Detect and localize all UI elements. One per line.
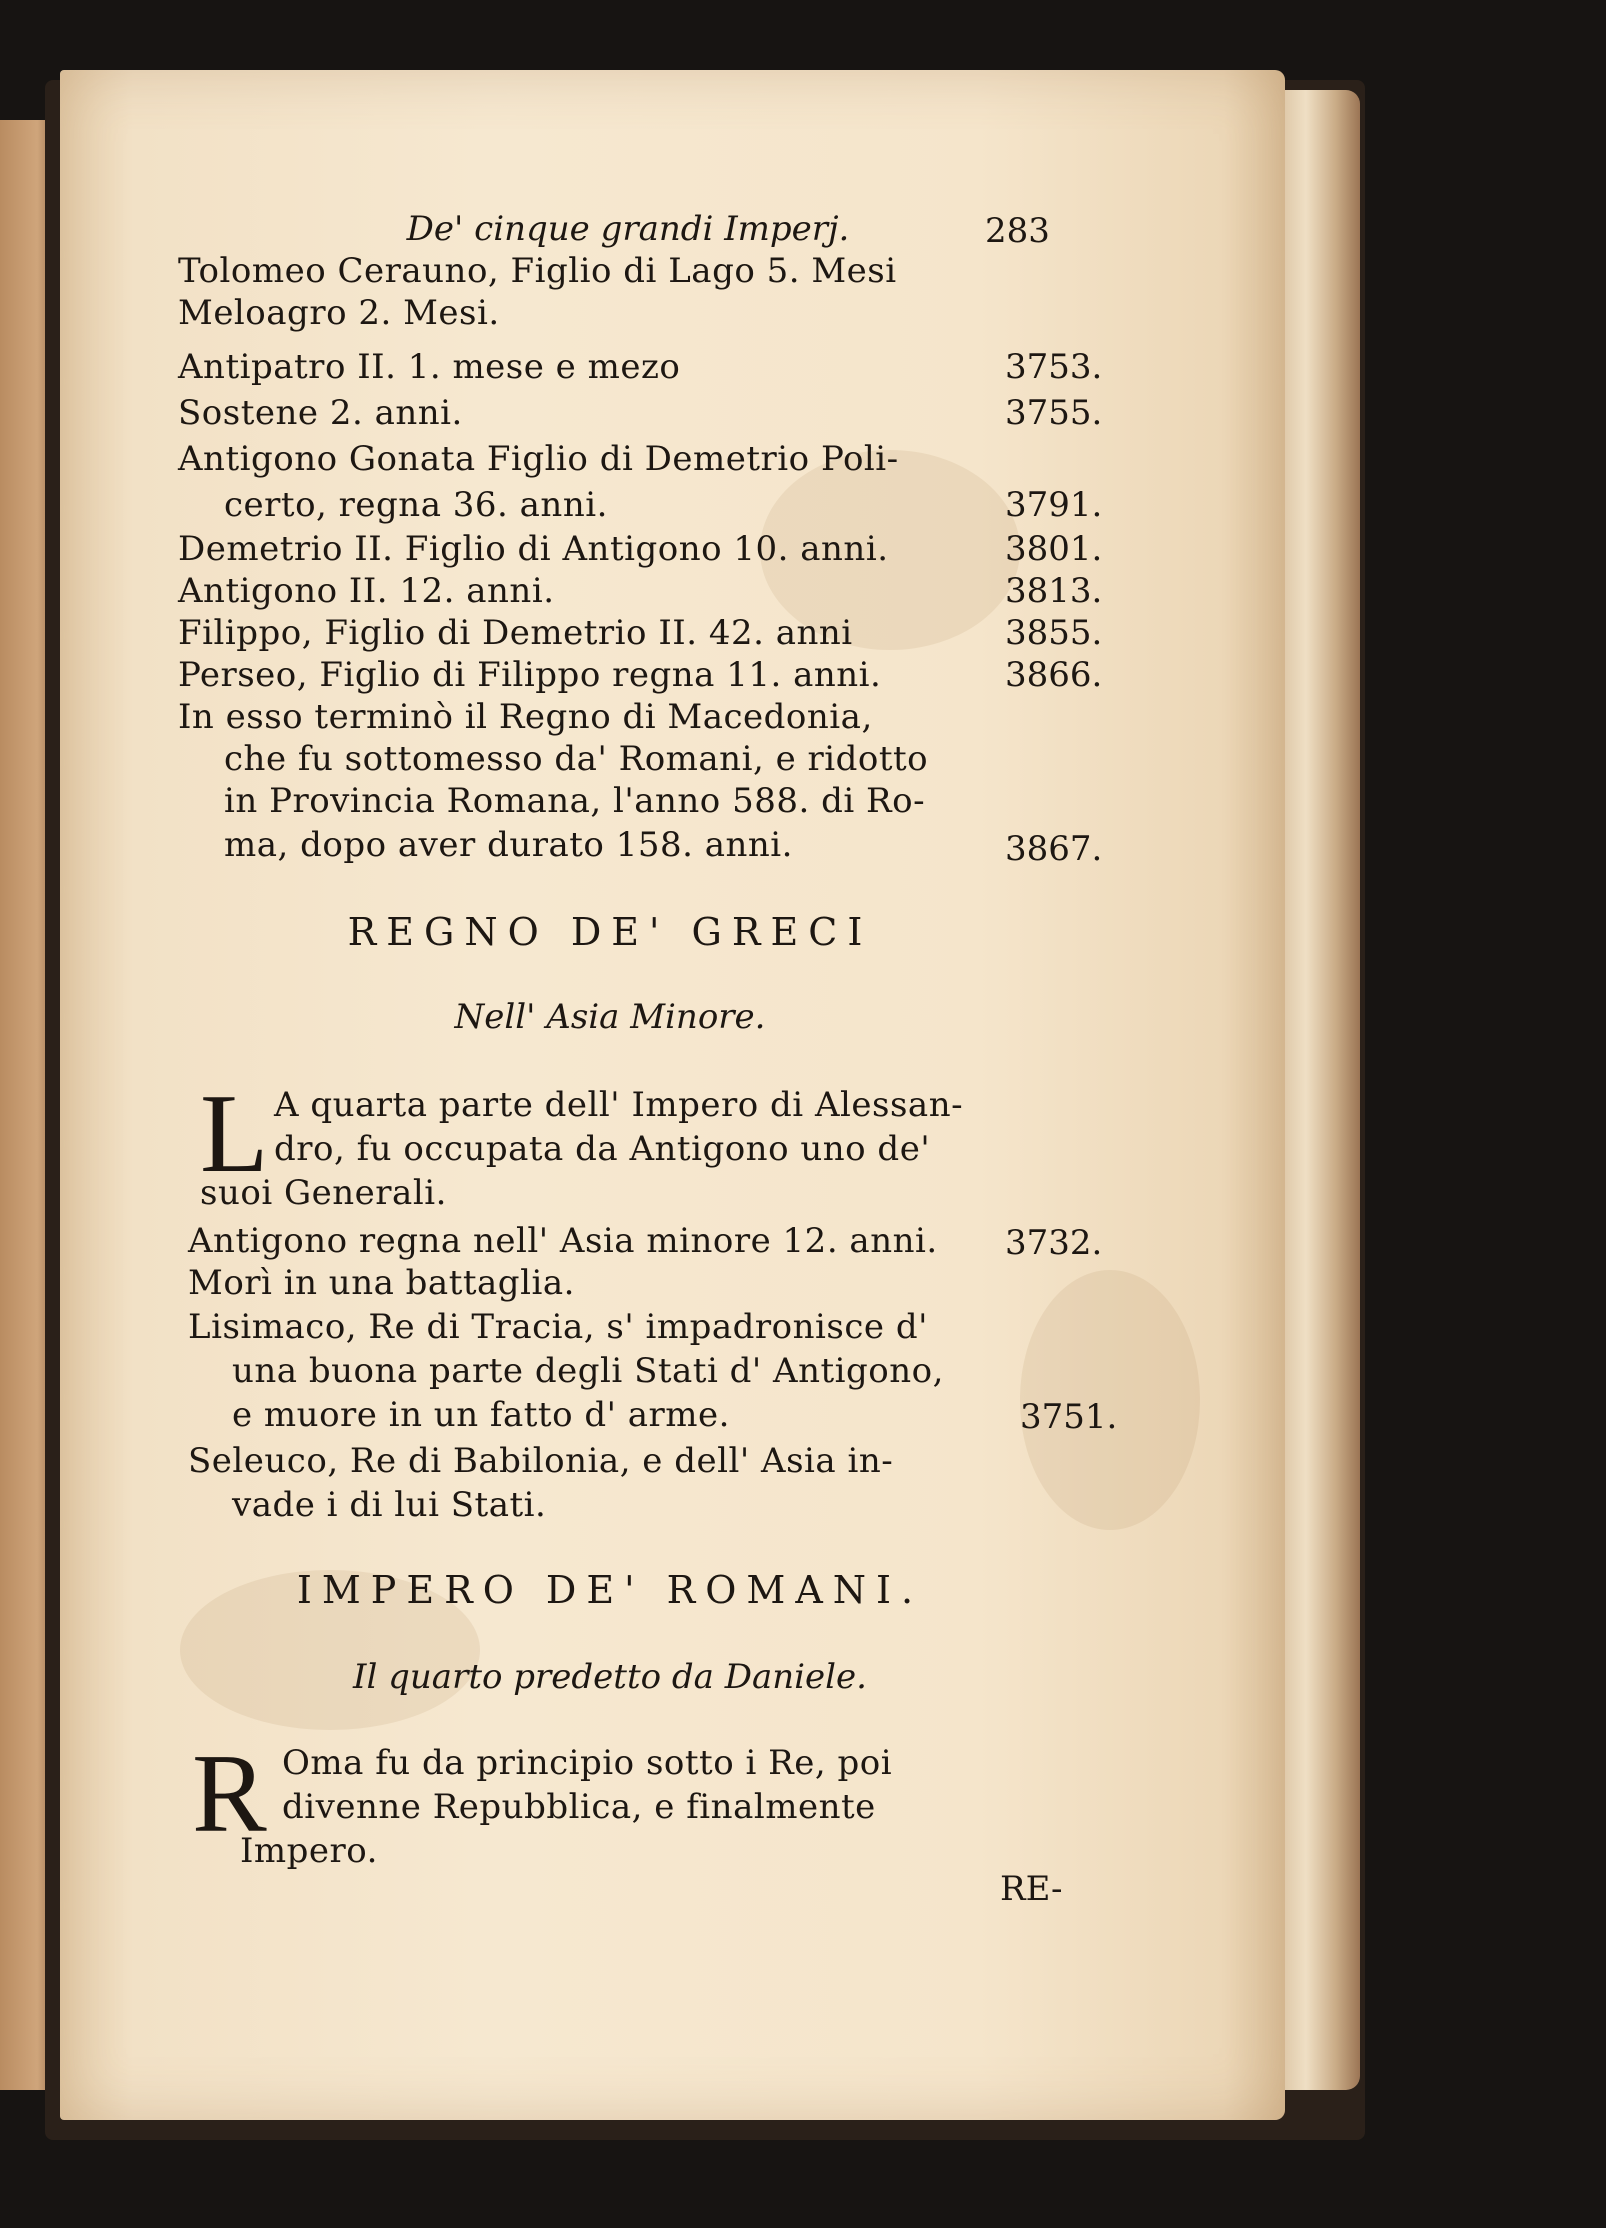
list-line: una buona parte degli Stati d' Antigono, [232,1351,944,1391]
list-line: In esso terminò il Regno di Macedonia, [178,697,873,737]
year-number: 3751. [1020,1397,1118,1437]
paragraph-line: suoi Generali. [200,1173,447,1213]
list-line: e muore in un fatto d' arme. [232,1395,730,1435]
paragraph-line: Impero. [240,1831,378,1871]
running-title: De' cinque grandi Imperj. [406,209,850,249]
year-number: 3753. [1005,347,1103,387]
section-title-romani: IMPERO DE' ROMANI. [296,1568,924,1612]
list-line: in Provincia Romana, l'anno 588. di Ro- [224,781,926,821]
list-line: Seleuco, Re di Babilonia, e dell' Asia in- [188,1441,894,1481]
paragraph-line: divenne Repubblica, e finalmente [282,1787,876,1827]
year-number: 3755. [1005,393,1103,433]
year-number: 3791. [1005,485,1103,525]
list-line: che fu sottomesso da' Romani, e ridotto [224,739,929,779]
year-number: 3855. [1005,613,1103,653]
year-number: 3801. [1005,529,1103,569]
list-line: certo, regna 36. anni. [224,485,608,525]
list-line: Sostene 2. anni. [178,393,463,433]
year-number: 3813. [1005,571,1103,611]
list-line: ma, dopo aver durato 158. anni. [224,825,793,865]
year-number: 3732. [1005,1223,1103,1263]
list-line: Demetrio II. Figlio di Antigono 10. anni. [178,529,889,569]
paragraph-line: Oma fu da principio sotto i Re, poi [282,1743,893,1783]
list-line: vade i di lui Stati. [232,1485,547,1525]
catchword: RE- [1000,1869,1063,1909]
list-line: Lisimaco, Re di Tracia, s' impadronisce d' [188,1307,928,1347]
list-line: Tolomeo Cerauno, Figlio di Lago 5. Mesi [178,251,897,291]
list-line: Antigono Gonata Figlio di Demetrio Poli- [178,439,899,479]
list-line: Meloagro 2. Mesi. [178,293,500,333]
page-number: 283 [985,211,1050,251]
section-subtitle-greci: Nell' Asia Minore. [454,997,766,1037]
list-line: Filippo, Figlio di Demetrio II. 42. anni [178,613,853,653]
dropcap-r: R [192,1732,267,1856]
paragraph-line: dro, fu occupata da Antigono uno de' [274,1129,931,1169]
list-line: Perseo, Figlio di Filippo regna 11. anni. [178,655,882,695]
year-number: 3866. [1005,655,1103,695]
list-line: Morì in una battaglia. [188,1263,575,1303]
section-title-greci: REGNO DE' GRECI [347,910,873,954]
list-line: Antigono regna nell' Asia minore 12. anni. [188,1221,938,1261]
dropcap-l: L [200,1072,269,1196]
year-number: 3867. [1005,829,1103,869]
list-line: Antigono II. 12. anni. [178,571,555,611]
section-subtitle-romani: Il quarto predetto da Daniele. [353,1657,867,1697]
paragraph-line: A quarta parte dell' Impero di Alessan- [274,1085,964,1125]
list-line: Antipatro II. 1. mese e mezo [178,347,681,387]
